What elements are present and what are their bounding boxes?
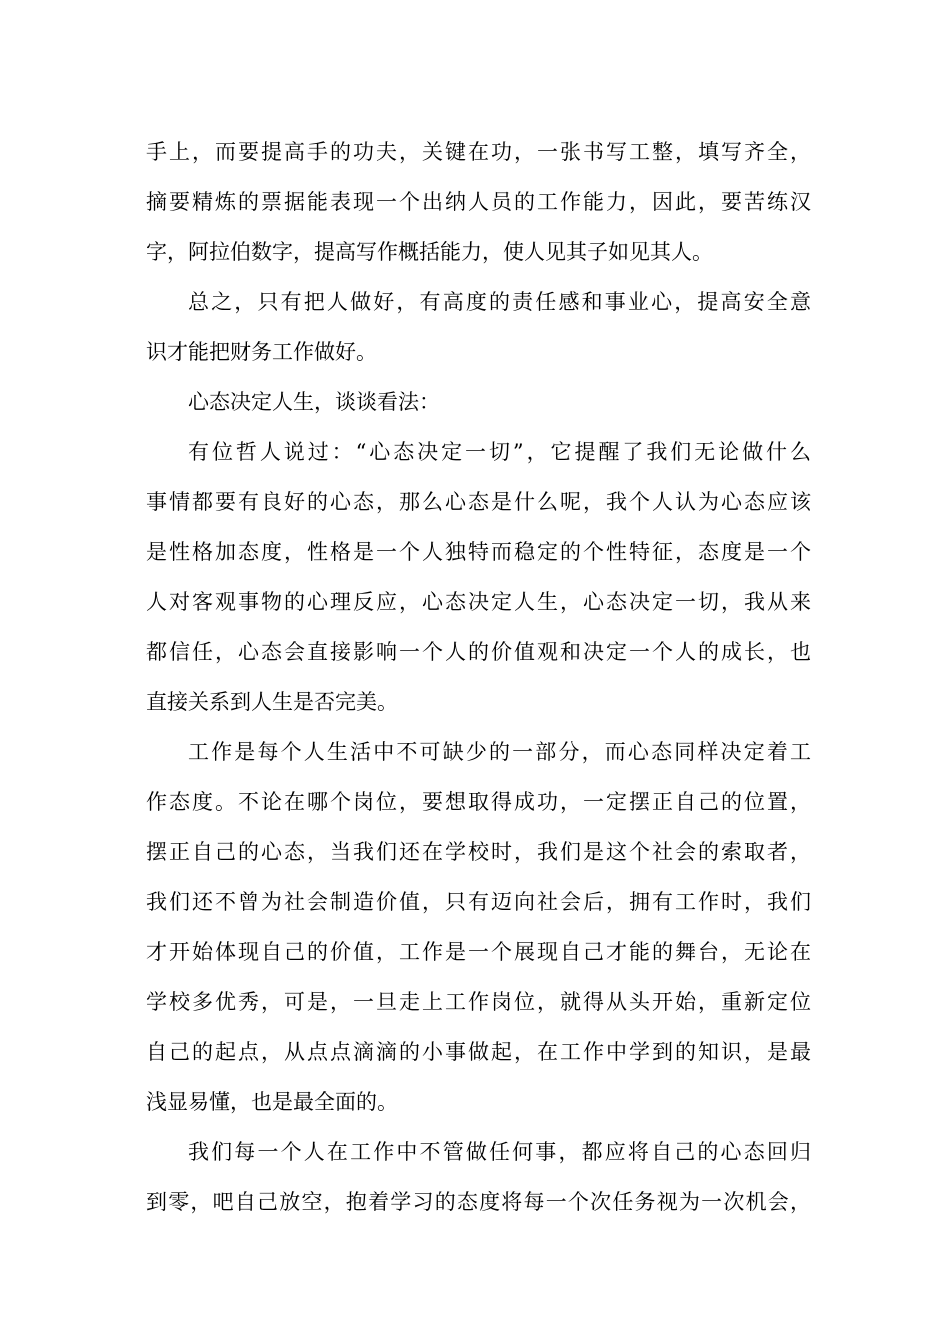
text-line: 才开始体现自己的价值，工作是一个展现自己才能的舞台，无论在 bbox=[146, 940, 811, 964]
text-line: 字，阿拉伯数字，提高写作概括能力，使人见其子如见其人。 bbox=[146, 240, 713, 264]
text-line: 摘要精炼的票据能表现一个出纳人员的工作能力，因此，要苦练汉 bbox=[146, 190, 811, 214]
text-line: 是性格加态度，性格是一个人独特而稳定的个性特征，态度是一个 bbox=[146, 540, 811, 564]
text-line: 到零，吧自己放空，抱着学习的态度将每一个次任务视为一次机会， bbox=[146, 1190, 811, 1214]
document-body bbox=[146, 127, 811, 1227]
text-line: 事情都要有良好的心态，那么心态是什么呢，我个人认为心态应该 bbox=[146, 490, 811, 514]
text-line: 我们还不曾为社会制造价值，只有迈向社会后，拥有工作时，我们 bbox=[146, 890, 811, 914]
text-line: 都信任，心态会直接影响一个人的价值观和决定一个人的成长，也 bbox=[146, 640, 811, 664]
text-line: 学校多优秀，可是，一旦走上工作岗位，就得从头开始，重新定位 bbox=[146, 990, 811, 1014]
text-line: 总之，只有把人做好，有高度的责任感和事业心，提高安全意 bbox=[188, 290, 811, 314]
text-line: 手上，而要提高手的功夫，关键在功，一张书写工整，填写齐全， bbox=[146, 140, 811, 164]
text-line: 作态度。不论在哪个岗位，要想取得成功，一定摆正自己的位置， bbox=[146, 790, 811, 814]
text-line: 直接关系到人生是否完美。 bbox=[146, 690, 398, 714]
text-line: 浅显易懂，也是最全面的。 bbox=[146, 1090, 398, 1114]
text-line: 工作是每个人生活中不可缺少的一部分，而心态同样决定着工 bbox=[188, 740, 811, 764]
text-line: 我们每一个人在工作中不管做任何事，都应将自己的心态回归 bbox=[188, 1140, 811, 1164]
text-line: 自己的起点，从点点滴滴的小事做起，在工作中学到的知识，是最 bbox=[146, 1040, 811, 1064]
text-line: 摆正自己的心态，当我们还在学校时，我们是这个社会的索取者， bbox=[146, 840, 811, 864]
text-line: 人对客观事物的心理反应，心态决定人生，心态决定一切，我从来 bbox=[146, 590, 811, 614]
text-line: 识才能把财务工作做好。 bbox=[146, 340, 377, 364]
section-heading: 心态决定人生，谈谈看法： bbox=[188, 390, 440, 414]
text-line: 有位哲人说过：“心态决定一切”，它提醒了我们无论做什么 bbox=[188, 440, 811, 464]
